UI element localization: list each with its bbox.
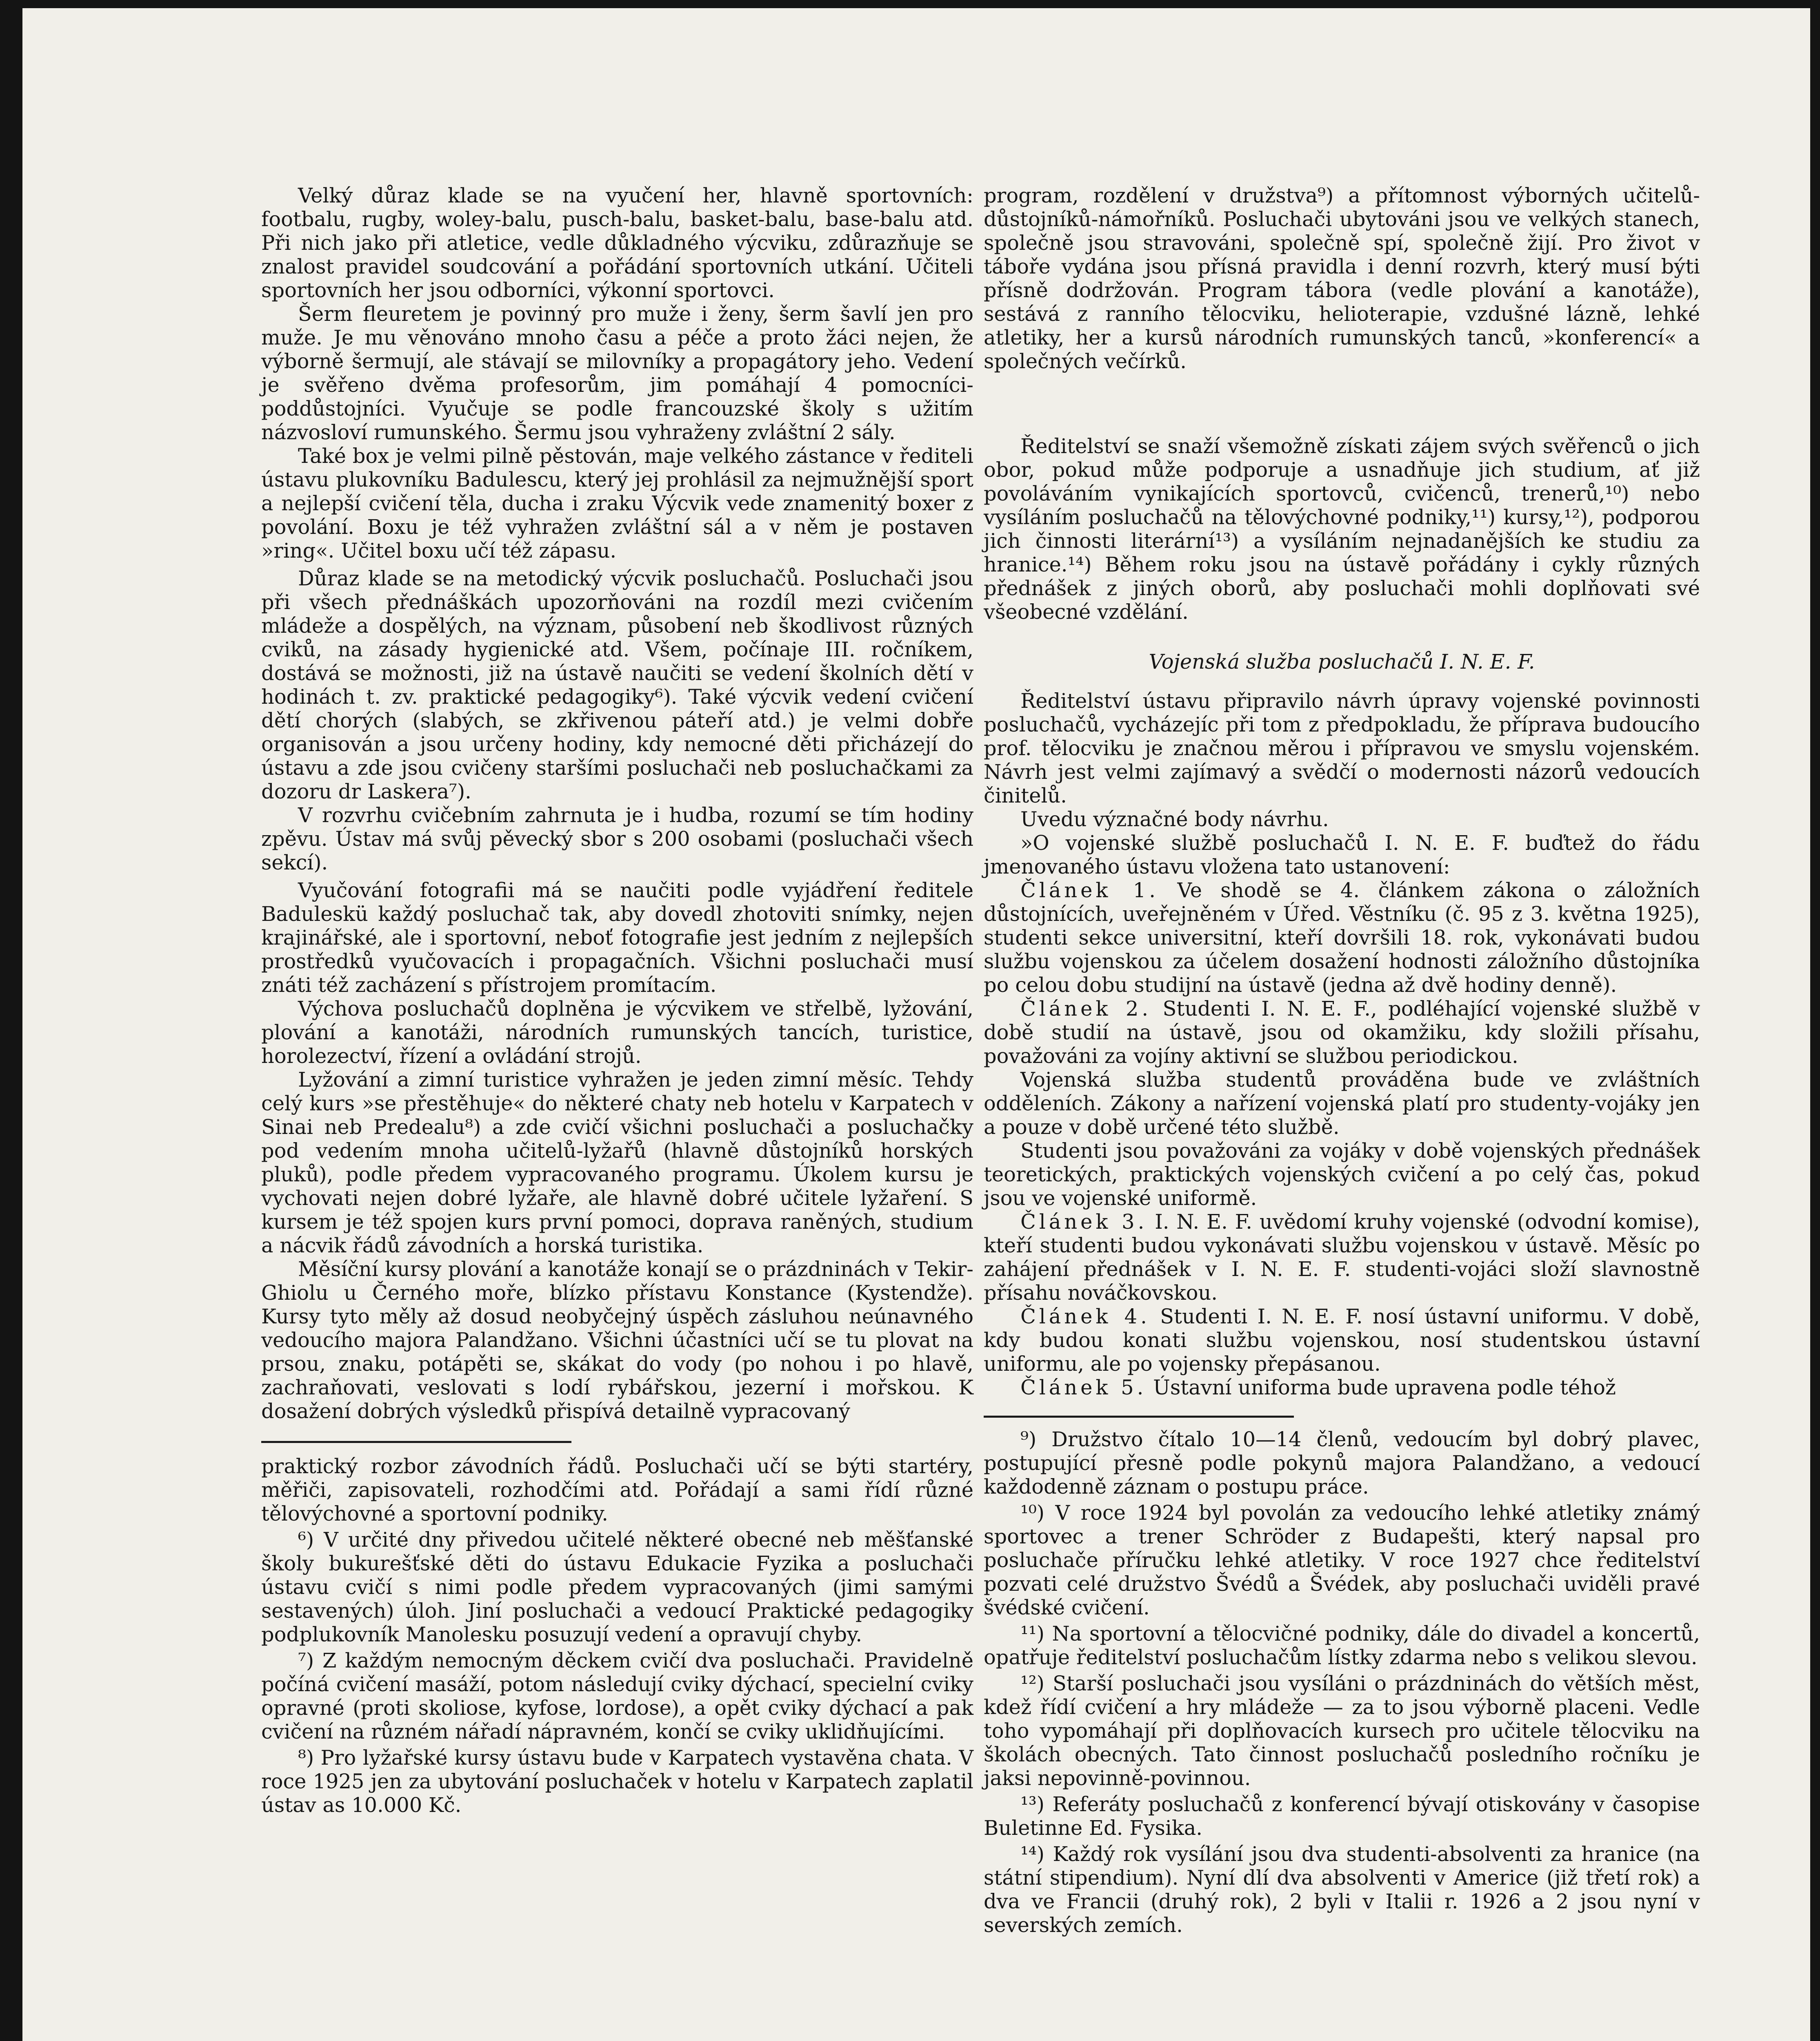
paragraph-provisions-intro: »O vojenské službě posluchačů I. N. E. F. buďtež do řádu jmenovaného ústavu vložena tato ustanovení:	[984, 831, 1700, 878]
scanned-page	[22, 8, 1810, 2041]
article-1-text: Ve shodě se 4. článkem zákona o záložních důstojnících, uveřejněném v Úřed. Věstníku (č. 95 z 3. května 1925), studenti sekce universitní, kteří dovršili 18. rok, vykonávati budou službu vojenskou za účelem dosažení hodnosti záložního důstojníka po celou dobu studijní na ústavě (jedna až dvě hodiny denně).	[984, 878, 1700, 997]
paragraph-swimming: Měsíční kursy plování a kanotáže konají se o prázdninách v Tekir-Ghiolu u Černého moře, blízko přístavu Konstance (Kystendže). Kursy tyto měly až dosud neobyčejný úspěch zásluhou neúnavného vedoucího majora Palandžano. Všichni účastníci učí se tu plovat na prsou, znaku, potápěti se, skákat do vody (po nohou i po hlavě, zachraňovati, veslovati s lodí rybářskou, jezerní i mořskou. K dosažení dobrých výsledků přispívá detailně vypracovaný	[261, 1257, 973, 1423]
footnote-14: ¹⁴) Každý rok vysílání jsou dva studenti-absolventi za hranice (na státní stipendium). Nyní dlí dva absolventi v Americe (již třetí rok) a dva ve Francii (druhý rok), 2 byli v Italii r. 1926 a 2 jsou nyní v severských zemích.	[984, 1842, 1700, 1937]
article-2	[984, 997, 1700, 1068]
paragraph-boxing: Také box je velmi pilně pěstován, maje velkého zástance v řediteli ústavu plukovníku Badulescu, který jej prohlásil za nejmužnější sport a nejlepší cvičení těla, ducha i zraku Výcvik vede znamenitý boxer z povolání. Boxu je též vyhražen zvláštní sál a v něm je postaven »ring«. Učitel boxu učí též zápasu.	[261, 444, 973, 562]
article-2-service: Vojenská služba studentů prováděna bude ve zvláštních odděleních. Zákony a nařízení vojenská platí pro studenty-vojáky jen a pouze v době určené této službě.	[984, 1068, 1700, 1139]
article-4-label: Článek 4.	[1020, 1305, 1150, 1328]
paragraph-fencing: Šerm fleuretem je povinný pro muže i ženy, šerm šavlí jen pro muže. Je mu věnováno mnoho času a péče a proto žáci nejen, že výborně šermují, ale stávají se milovníky a propagátory jeho. Vedení je svěřeno dvěma profesorům, jim pomáhají 4 pomocníci-poddůstojníci. Vyučuje se podle francouzské školy s užitím názvosloví rumunského. Šermu jsou vyhraženy zvláštní 2 sály.	[261, 302, 973, 444]
article-5-text: Ústavní uniforma bude upravena podle téhož	[1153, 1376, 1616, 1399]
footnote-6: ⁶) V určité dny přivedou učitelé některé obecné neb měšťanské školy bukurešťské děti do ústavu Edukacie Fyzika a posluchači ústavu cvičí s nimi podle předem vypracovaných (jimi samými sestavených) úloh. Jiní posluchači a vedoucí Praktické pedagogiky podplukovník Manolesku posuzují vedení a opravují chyby.	[261, 1528, 973, 1646]
footnote-10: ¹⁰) V roce 1924 byl povolán za vedoucího lehké atletiky známý sportovec a trener Schröder z Budapešti, který napsal pro posluchače příručku lehké atletiky. V roce 1927 chce ředitelství pozvati celé družstvo Švédů a Švédek, aby posluchači uviděli pravé švédské cvičení.	[984, 1501, 1700, 1619]
article-5	[984, 1376, 1700, 1399]
right-column	[984, 184, 1700, 1937]
footnote-13: ¹³) Referáty posluchačů z konferencí bývají otiskovány v časopise Buletinne Ed. Fysika.	[984, 1792, 1700, 1840]
section-heading: Vojenská služba posluchačů I. N. E. F.	[1149, 650, 1535, 674]
paragraph-skiing: Lyžování a zimní turistice vyhražen je jeden zimní měsíc. Tehdy celý kurs »se přestěhuje« do některé chaty neb hotelu v Karpatech v Sinai neb Predealu⁸) a zde cvičí všichni posluchači a posluchačky pod vedením mnoha učitelů-lyžařů (hlavně důstojníků horských pluků), podle předem vypracovaného programu. Úkolem kursu je vychovati nejen dobré lyžaře, ale hlavně dobré učitele lyžaření. S kursem je též spojen kurs první pomoci, doprava raněných, studium a nácvik řádů závodních a horská turistika.	[261, 1068, 973, 1257]
article-2-soldiers: Studenti jsou považováni za vojáky v době vojenských přednášek teoretických, praktických vojenských cvičení a po celý čas, pokud jsou ve vojenské uniformě.	[984, 1139, 1700, 1210]
article-1-label: Článek 1.	[1020, 878, 1159, 902]
footnote-separator-right	[984, 1416, 1294, 1418]
article-5-label: Článek 5.	[1020, 1376, 1147, 1399]
article-4-text: Studenti I. N. E. F. nosí ústavní uniformu. V době, kdy budou konati službu vojenskou, nosí studentskou ústavní uniformu, ale po vojensky přepásanou.	[984, 1305, 1700, 1376]
paragraph-games: Velký důraz klade se na vyučení her, hlavně sportovních: footbalu, rugby, woley-balu, pusch-balu, basket-balu, base-balu atd. Při nich jako při atletice, vedle důkladného výcviku, zdůrazňuje se znalost pravidel soudcování a pořádání sportovních utkání. Učiteli sportovních her jsou odborníci, výkonní sportovci.	[261, 184, 973, 302]
paragraph-education-extras: Výchova posluchačů doplněna je výcvikem ve střelbě, lyžování, plování a kanotáži, národních rumunských tancích, turistice, horolezectví, řízení a ovládání strojů.	[261, 997, 973, 1068]
paragraph-music: V rozvrhu cvičebním zahrnuta je i hudba, rozumí se tím hodiny zpěvu. Ústav má svůj pěvecký sbor s 200 osobami (posluchači všech sekcí).	[261, 803, 973, 874]
footnote-separator-left	[261, 1441, 571, 1443]
article-4	[984, 1305, 1700, 1376]
footnote-7: ⁷) Z každým nemocným děckem cvičí dva posluchači. Pravidelně počíná cvičení masáží, potom následují cviky dýchací, specielní cviky opravné (proti skoliose, kyfose, lordose), a opět cviky dýchací a pak cvičení na různém nářadí nápravném, končí se cviky uklidňujícími.	[261, 1649, 973, 1743]
paragraph-military-proposal: Ředitelství ústavu připravilo návrh úpravy vojenské povinnosti posluchačů, vycházejíc při tom z předpokladu, že příprava budoucího prof. tělocviku je značnou měrou i přípravou ve smyslu vojenském. Návrh jest velmi zajímavý a svědčí o modernosti názorů vedoucích činitelů.	[984, 689, 1700, 807]
footnotes-right	[984, 1427, 1700, 1937]
article-2-text: Studenti I. N. E. F., podléhající vojenské službě v době studií na ústavě, jsou od okamžiku, kdy složili přísahu, považováni za vojíny aktivní se službou periodickou.	[984, 997, 1700, 1068]
paragraph-methodical-training: Důraz klade se na metodický výcvik posluchačů. Posluchači jsou při všech přednáškách upozorňováni na rozdíl mezi cvičením mládeže a dospělých, na význam, působení neb škodlivost různých cviků, na zásady hygienické atd. Všem, počínaje III. ročníkem, dostává se možnosti, již na ústavě naučiti se vedení školních dětí v hodinách t. zv. praktické pedagogiky⁶). Také výcvik vedení cvičení dětí chorých (slabých, se zkřivenou páteří atd.) je velmi dobře organisován a jsou určeny hodiny, kdy nemocné děti přicházejí do ústavu a zde jsou cvičeny staršími posluchači neb posluchačkami za dozoru dr Laskera⁷).	[261, 567, 973, 803]
footnotes-left	[261, 1454, 973, 1817]
paragraph-camp-program: program, rozdělení v družstva⁹) a přítomnost výborných učitelů-důstojníků-námořníků. Posluchači ubytováni jsou ve velkých stanech, společně jsou stravováni, společně spí, společně žijí. Pro život v táboře vydána jsou přísná pravidla i denní rozvrh, který musí býti přísně dodržován. Program tábora (vedle plování a kanotáže), sestává z ranního tělocviku, helioterapie, vzdušné lázně, lehké atletiky, her a kursů národních rumunských tanců, »konferencí« a společných večírků.	[984, 184, 1700, 373]
footnote-9: ⁹) Družstvo čítalo 10—14 členů, vedoucím byl dobrý plavec, postupující přesně podle pokynů majora Palandžano, a vedoucí každodenně záznam o postupu práce.	[984, 1427, 1700, 1499]
footnote-12: ¹²) Starší posluchači jsou vysíláni o prázdninách do větších měst, kdež řídí cvičení a hry mládeže — za to jsou výborně placeni. Vedle toho vypomáhají při doplňovacích kursech pro učitele tělocviku na školách obecných. Tato činnost posluchačů posledního ročníku je jaksi nepovinně-povinnou.	[984, 1672, 1700, 1790]
paragraph-photography: Vyučování fotografii má se naučiti podle vyjádření ředitele Baduleskü každý posluchač tak, aby dovedl zhotoviti snímky, nejen krajinářské, ale i sportovní, neboť fotografie jest jedním z nejlepších prostředků vyučovacích i propagačních. Všichni posluchači musí znáti též zacházení s přístrojem promítacím.	[261, 878, 973, 997]
paragraph-key-points: Uvedu význačné body návrhu.	[1020, 807, 1329, 831]
article-3	[984, 1210, 1700, 1305]
article-2-label: Článek 2.	[1020, 997, 1152, 1020]
left-column	[261, 184, 973, 1817]
footnote-continuation: praktický rozbor závodních řádů. Posluchači učí se býti startéry, měřiči, zapisovateli, rozhodčími atd. Pořádají a sami řídí různé tělovýchovné a sportovní podniky.	[261, 1454, 973, 1525]
footnote-11: ¹¹) Na sportovní a tělocvičné podniky, dále do divadel a koncertů, opatřuje ředitelství posluchačům lístky zdarma nebo s velikou slevou.	[984, 1622, 1700, 1669]
article-3-text: I. N. E. F. uvědomí kruhy vojenské (odvodní komise), kteří studenti budou vykonávati službu vojenskou v ústavě. Měsíc po zahájení přednášek v I. N. E. F. studenti-vojáci složí slavnostně přísahu nováčkovskou.	[984, 1210, 1700, 1305]
paragraph-directorate: Ředitelství se snaží všemožně získati zájem svých svěřenců o jich obor, pokud může podporuje a usnadňuje jich studium, ať již povoláváním vynikajících sportovců, cvičenců, trenerů,¹⁰) nebo vysíláním posluchačů na tělovýchovné podniky,¹¹) kursy,¹²), podporou jich činnosti literární¹³) a vysíláním nejnadanějších ke studiu za hranice.¹⁴) Během roku jsou na ústavě pořádány i cykly různých přednášek z jiných oborů, aby posluchači mohli doplňovati své všeobecné vzdělání.	[984, 434, 1700, 624]
article-1	[984, 878, 1700, 997]
article-3-label: Článek 3.	[1020, 1210, 1148, 1234]
footnote-8: ⁸) Pro lyžařské kursy ústavu bude v Karpatech vystavěna chata. V roce 1925 jen za ubytování posluchaček v hotelu v Karpatech zaplatil ústav as 10.000 Kč.	[261, 1746, 973, 1817]
